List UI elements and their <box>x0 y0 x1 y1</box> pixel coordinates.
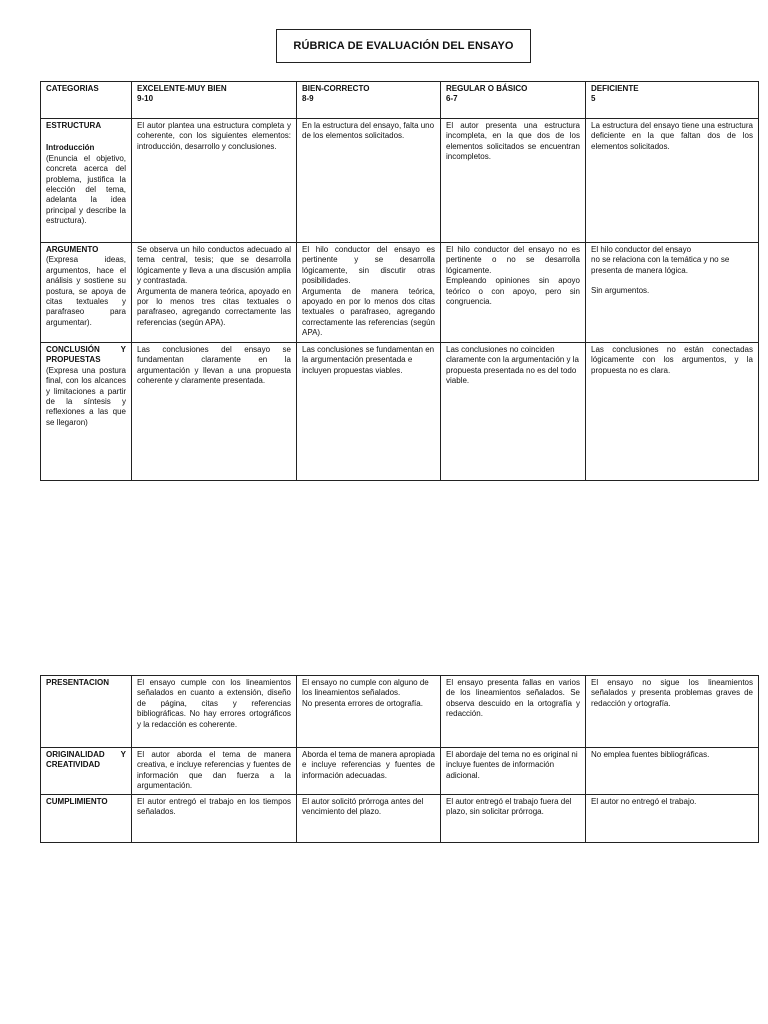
category-presentacion: PRESENTACION <box>41 676 132 748</box>
cumplimiento-deficiente: El autor no entregó el trabajo. <box>586 794 759 842</box>
row-cumplimiento <box>41 794 759 842</box>
presentacion-regular: El ensayo presenta fallas en varios de los lineamientos señalados. Se observa descuido en la ortografía y redacción. <box>441 676 586 748</box>
rubric-table-main <box>40 81 759 481</box>
presentacion-excelente: El ensayo cumple con los lineamientos señalados en cuanto a extensión, diseño de página, citas y referencias bibliográficas. No hay errores ortográficos y la redacción es coherente. <box>132 676 297 748</box>
row-originalidad <box>41 748 759 795</box>
argumento-excelente: Se observa un hilo conductos adecuado al tema central, tesis; que se desarrolla lógicamente y lleva a una discusión amplia y contrastada. Argumenta de manera teórica, apoyado en por lo menos tres citas textuales o parafraseo, agregando correctamente las referencias (según APA). <box>132 243 297 343</box>
header-excelente: EXCELENTE-MUY BIEN 9-10 <box>132 82 297 119</box>
estructura-excelente: El autor plantea una estructura completa y coherente, con los siguientes elementos: introducción, desarrollo y conclusiones. <box>132 119 297 243</box>
title-text: RÚBRICA DE EVALUACIÓN DEL ENSAYO <box>293 40 514 52</box>
header-categorias: CATEGORIAS <box>41 82 132 119</box>
category-conclusion: CONCLUSIÓN Y PROPUESTAS (Expresa una postura final, con los alcances y limitaciones a partir de la síntesis y reflexiones a las que se llegaron) <box>41 343 132 481</box>
presentacion-deficiente: El ensayo no sigue los lineamientos señalados y presenta problemas graves de redacción y ortografía. <box>586 676 759 748</box>
cumplimiento-excelente: El autor entregó el trabajo en los tiempos señalados. <box>132 794 297 842</box>
cumplimiento-bien: El autor solicitó prórroga antes del vencimiento del plazo. <box>297 794 441 842</box>
conclusion-regular: Las conclusiones no coinciden claramente con la argumentación y la propuesta presentada no es del todo viable. <box>441 343 586 481</box>
row-conclusion <box>41 343 759 481</box>
conclusion-deficiente: Las conclusiones no están conectadas lógicamente con los argumentos, y la propuesta no es clara. <box>586 343 759 481</box>
header-deficiente: DEFICIENTE 5 <box>586 82 759 119</box>
rubric-table-continued <box>40 675 759 843</box>
originalidad-regular: El abordaje del tema no es original ni incluye fuentes de información adicional. <box>441 748 586 795</box>
row-argumento <box>41 243 759 343</box>
document-title <box>276 29 531 63</box>
estructura-bien: En la estructura del ensayo, falta uno de los elementos solicitados. <box>297 119 441 243</box>
argumento-regular: El hilo conductor del ensayo no es pertinente o no se desarrolla lógicamente. Empleando opiniones sin apoyo teórico o con apoyo, pero sin congruencia. <box>441 243 586 343</box>
argumento-bien: El hilo conductor del ensayo es pertinente y se desarrolla lógicamente, sin discutir otras posibilidades. Argumenta de manera teórica, apoyado en por lo menos dos citas textuales o parafraseo, agregando correctamente las referencias (según APA). <box>297 243 441 343</box>
conclusion-bien: Las conclusiones se fundamentan en la argumentación presentada e incluyen propuestas viables. <box>297 343 441 481</box>
cumplimiento-regular: El autor entregó el trabajo fuera del plazo, sin solicitar prórroga. <box>441 794 586 842</box>
estructura-deficiente: La estructura del ensayo tiene una estructura deficiente en la que faltan dos de los elementos solicitados. <box>586 119 759 243</box>
originalidad-excelente: El autor aborda el tema de manera creativa, e incluye referencias y fuentes de información que dan fuerza a la argumentación. <box>132 748 297 795</box>
category-cumplimiento: CUMPLIMIENTO <box>41 794 132 842</box>
argumento-deficiente: El hilo conductor del ensayo no se relaciona con la temática y no se presenta de manera lógica. Sin argumentos. <box>586 243 759 343</box>
estructura-regular: El autor presenta una estructura incompleta, en la que dos de los elementos solicitados se encuentran incompletos. <box>441 119 586 243</box>
presentacion-bien: El ensayo no cumple con alguno de los lineamientos señalados. No presenta errores de ortografía. <box>297 676 441 748</box>
conclusion-excelente: Las conclusiones del ensayo se fundamentan claramente en la argumentación y llevan a una propuesta coherente y claramente presentada. <box>132 343 297 481</box>
category-argumento: ARGUMENTO (Expresa ideas, argumentos, hace el análisis y sostiene su postura, se apoya de citas textuales y parafraseo para argumentar). <box>41 243 132 343</box>
row-estructura <box>41 119 759 243</box>
header-bien: BIEN-CORRECTO 8-9 <box>297 82 441 119</box>
category-originalidad: ORIGINALIDAD Y CREATIVIDAD <box>41 748 132 795</box>
originalidad-deficiente: No emplea fuentes bibliográficas. <box>586 748 759 795</box>
header-regular: REGULAR O BÁSICO 6-7 <box>441 82 586 119</box>
category-estructura: ESTRUCTURA Introducción (Enuncia el objetivo, concreta acerca del problema, justifica la elección del tema, adelanta la idea principal y describe la estructura). <box>41 119 132 243</box>
originalidad-bien: Aborda el tema de manera apropiada e incluye referencias y fuentes de información adecuadas. <box>297 748 441 795</box>
header-row <box>41 82 759 119</box>
row-presentacion <box>41 676 759 748</box>
